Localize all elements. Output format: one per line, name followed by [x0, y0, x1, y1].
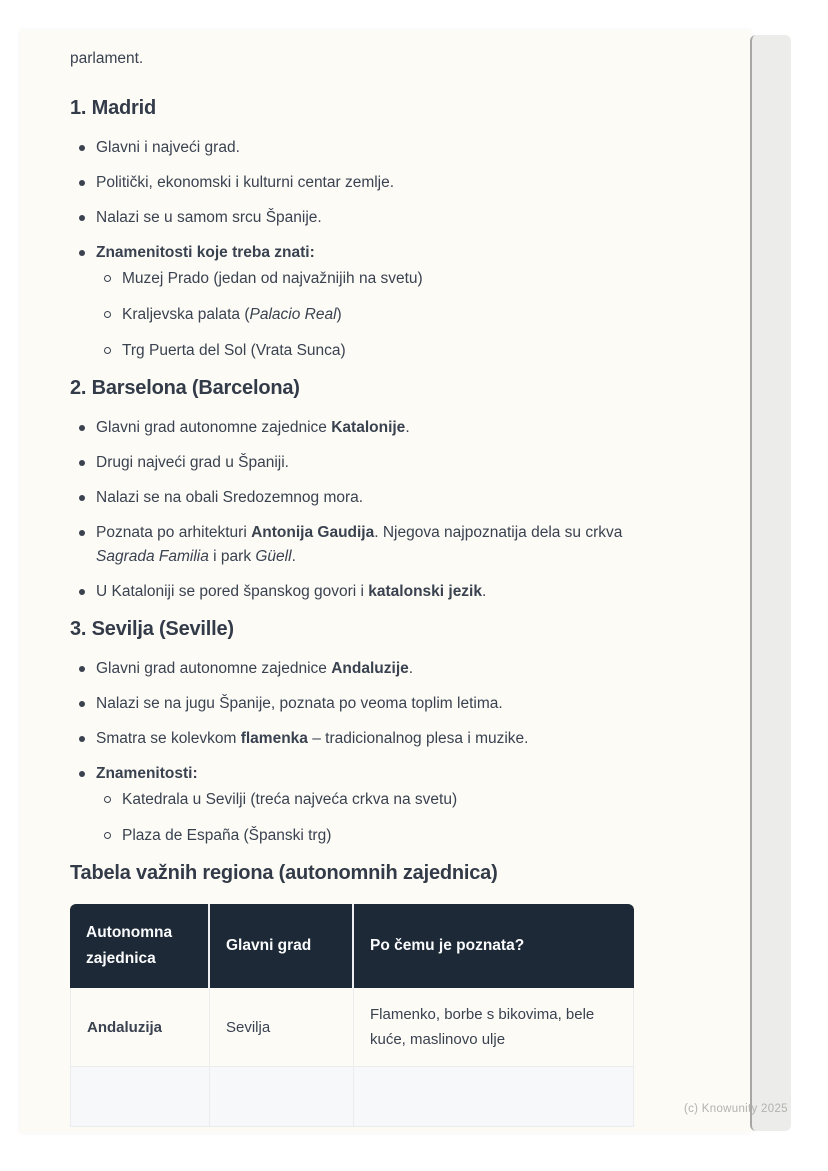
sublist-item: [96, 267, 642, 291]
list-item: [70, 171, 644, 195]
list-item: [70, 451, 644, 475]
table-row-partial: [70, 1067, 634, 1127]
table-cell: Sevilja: [209, 988, 353, 1066]
list-item-text: Nalazi se u samom srcu Španije.: [96, 209, 322, 226]
sublist-item: [96, 303, 642, 327]
sublist-item: [96, 339, 642, 363]
watermark: (c) Knowunity 2025: [684, 1103, 788, 1115]
madrid-list: [70, 136, 711, 363]
list-item-text: Glavni grad autonomne zajednice Andaluzije.: [96, 660, 414, 677]
table-cell: Flamenko, borbe s bikovima, bele kuće, maslinovo ulje: [353, 988, 634, 1066]
table-cell: [71, 1067, 209, 1126]
list-item: [70, 657, 644, 681]
table-header-row: [70, 904, 634, 988]
sublist-item-text: Muzej Prado (jedan od najvažnijih na svetu): [122, 270, 423, 287]
section-title-sevilja: 3. Sevilja (Seville): [70, 618, 234, 640]
list-item-text: Glavni grad autonomne zajednice Katalonije.: [96, 419, 410, 436]
table-cell: [353, 1067, 634, 1126]
table-section-title: Tabela važnih regiona (autonomnih zajednica): [70, 862, 498, 884]
table-row: [70, 988, 634, 1067]
list-item: [70, 762, 644, 848]
sevilja-sublist: [96, 788, 644, 848]
list-item-text: Nalazi se na obali Sredozemnog mora.: [96, 489, 364, 506]
section-title-madrid: 1. Madrid: [70, 97, 156, 119]
scrollbar[interactable]: [750, 35, 791, 1131]
barselona-list: [70, 416, 711, 604]
list-item-text: Poznata po arhitekturi Antonija Gaudija. Njegova najpoznatija dela su crkva Sagrada Familia i park Güell.: [96, 524, 623, 565]
list-item-text: Znamenitosti:: [96, 765, 198, 782]
list-item: [70, 416, 644, 440]
list-item-text: Politički, ekonomski i kulturni centar zemlje.: [96, 174, 395, 191]
list-item: [70, 727, 644, 751]
sublist-item-text: Plaza de España (Španski trg): [122, 827, 332, 844]
document-page: [20, 30, 751, 1133]
sublist-item: [96, 824, 642, 848]
list-item: [70, 580, 644, 604]
sublist-item-text: Trg Puerta del Sol (Vrata Sunca): [122, 342, 346, 359]
sublist-item-text: Katedrala u Sevilji (treća najveća crkva na svetu): [122, 791, 458, 808]
madrid-sublist: [96, 267, 644, 363]
list-item: [70, 241, 644, 363]
list-item-text: Drugi najveći grad u Španiji.: [96, 454, 289, 471]
list-item-text: Glavni i najveći grad.: [96, 139, 240, 156]
regions-table: [70, 904, 634, 1127]
paragraph-parlament: parlament.: [70, 50, 144, 67]
list-item: [70, 486, 644, 510]
table-header-cell: Po čemu je poznata?: [352, 904, 634, 988]
list-item-text: U Kataloniji se pored španskog govori i katalonski jezik.: [96, 583, 487, 600]
list-item-text: Nalazi se na jugu Španije, poznata po veoma toplim letima.: [96, 695, 503, 712]
list-item: [70, 136, 644, 160]
list-item: [70, 692, 644, 716]
sublist-item: [96, 788, 642, 812]
table-cell: [209, 1067, 353, 1126]
sevilja-list: [70, 657, 711, 848]
list-item-text: Smatra se kolevkom flamenka – tradicionalnog plesa i muzike.: [96, 730, 529, 747]
list-item: [70, 206, 644, 230]
table-cell: Andaluzija: [87, 1018, 163, 1036]
section-title-barselona: 2. Barselona (Barcelona): [70, 377, 300, 399]
table-header-cell: Autonomna zajednica: [86, 924, 173, 967]
table-header-cell: Glavni grad: [208, 904, 352, 988]
list-item-text: Znamenitosti koje treba znati:: [96, 244, 315, 261]
sublist-item-text: Kraljevska palata (Palacio Real): [122, 306, 342, 323]
list-item: [70, 521, 644, 569]
